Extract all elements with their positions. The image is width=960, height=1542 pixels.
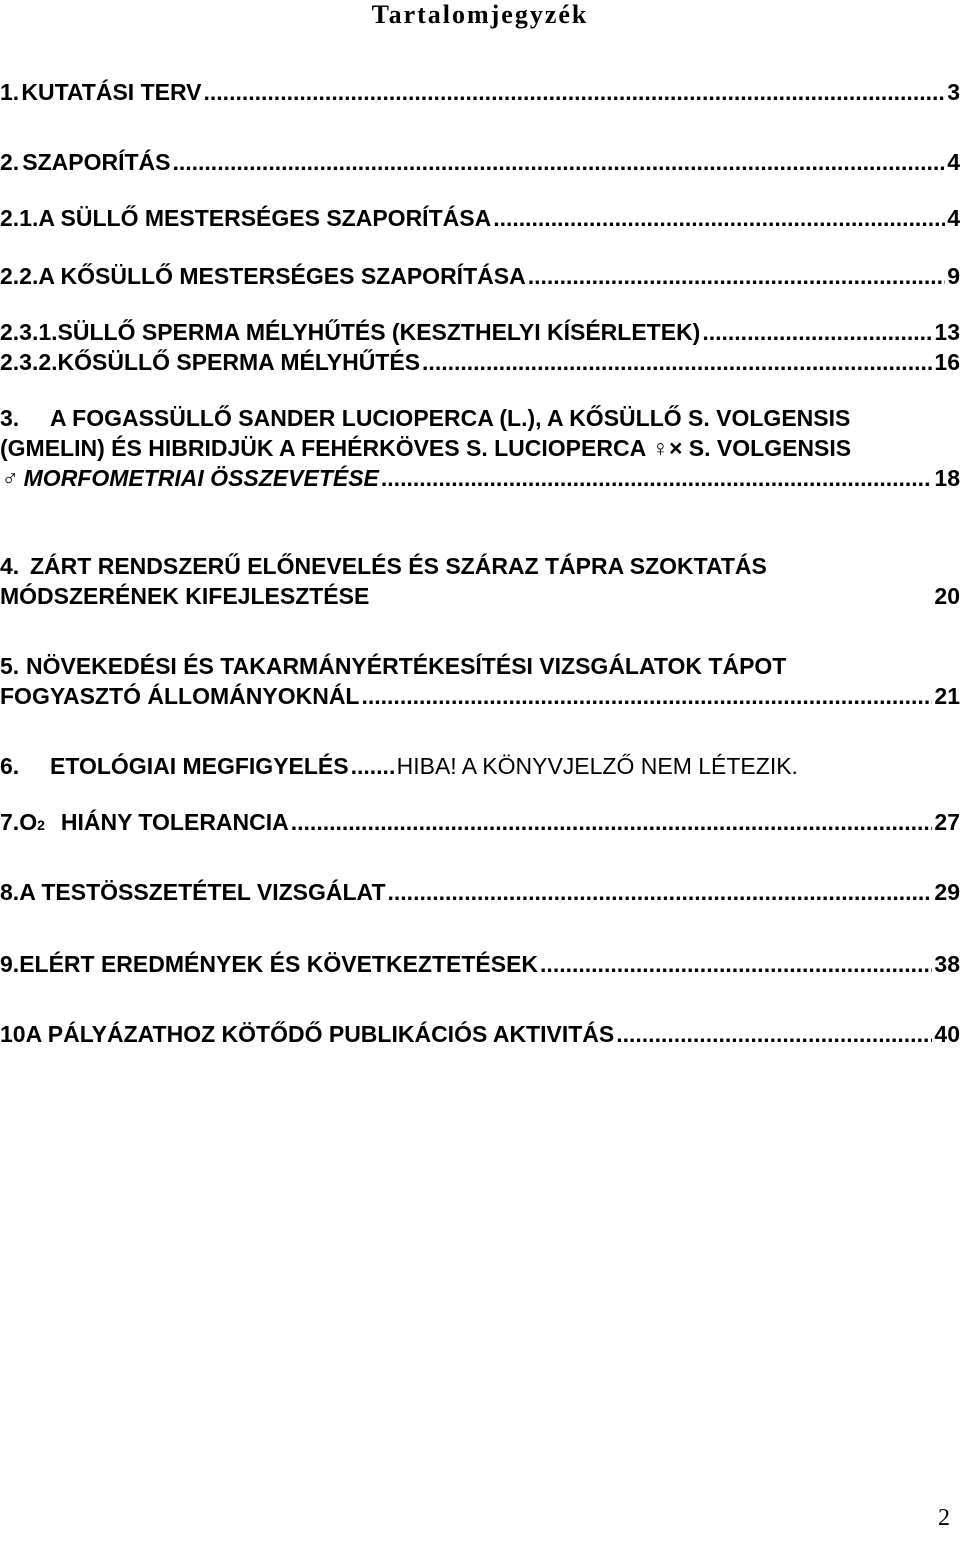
toc-leader — [361, 682, 932, 710]
toc-title: SÜLLŐ SPERMA MÉLYHŰTÉS (KESZTHELYI KÍSÉRLETEK) — [57, 319, 701, 345]
toc-title: A SÜLLŐ MESTERSÉGES SZAPORÍTÁSA — [38, 205, 492, 231]
toc-title-line3: ♂ MORFOMETRIAI ÖSSZEVETÉSE — [0, 465, 379, 491]
toc-entry[interactable] — [0, 148, 960, 176]
toc-page: 9 — [947, 263, 960, 289]
toc-number: 1. — [0, 79, 20, 105]
toc-number: 2. — [0, 149, 20, 175]
toc-title: KŐSÜLLŐ SPERMA MÉLYHŰTÉS — [57, 349, 421, 375]
toc-entry[interactable] — [0, 404, 960, 492]
toc-entry[interactable] — [0, 204, 960, 232]
toc-entry[interactable] — [0, 808, 960, 836]
toc-title: KUTATÁSI TERV — [21, 79, 202, 105]
toc-entry[interactable] — [0, 348, 960, 376]
toc-entry[interactable] — [0, 262, 960, 290]
toc-number: 5. — [0, 653, 20, 679]
toc-title: HIÁNY TOLERANCIA — [60, 809, 289, 835]
toc-number: 2.3.1. — [0, 319, 58, 345]
toc-title: ELÉRT EREDMÉNYEK ÉS KÖVETKEZTETÉSEK — [19, 951, 539, 977]
toc-title: A TESTÖSSZETÉTEL VIZSGÁLAT — [19, 879, 386, 905]
toc-title-subscript: 2 — [37, 817, 45, 833]
toc-number: 9. — [0, 951, 20, 977]
toc-entry[interactable] — [0, 652, 960, 710]
toc-entry[interactable] — [0, 1020, 960, 1048]
toc-entry[interactable] — [0, 752, 960, 780]
toc-page: 4 — [947, 205, 960, 231]
toc-number: 7. — [0, 809, 20, 835]
toc-title-line1: A FOGASSÜLLŐ SANDER LUCIOPERCA (L.), A KŐSÜLLŐ S. VOLGENSIS — [50, 405, 851, 431]
toc-leader — [702, 318, 932, 346]
toc-number: 2.2. — [0, 263, 39, 289]
toc-leader — [493, 204, 945, 232]
toc-title-line2: MÓDSZERÉNEK KIFEJLESZTÉSE — [0, 583, 370, 609]
toc-number: 10 — [0, 1021, 26, 1047]
toc-page: 4 — [947, 149, 960, 175]
toc-title: A KŐSÜLLŐ MESTERSÉGES SZAPORÍTÁSA — [38, 263, 526, 289]
toc-number: 8. — [0, 879, 20, 905]
toc-page-error: HIBA! A KÖNYVJELZŐ NEM LÉTEZIK. — [396, 753, 798, 779]
toc-page: 38 — [934, 951, 960, 977]
toc-page: 27 — [934, 809, 960, 835]
toc-leader — [351, 752, 395, 780]
toc-leader — [616, 1020, 932, 1048]
toc-entry[interactable] — [0, 950, 960, 978]
toc-number: 2.1. — [0, 205, 39, 231]
toc-leader — [422, 348, 932, 376]
toc-page: 20 — [934, 583, 960, 609]
toc-number: 3. — [0, 405, 20, 431]
page-title: Tartalomjegyzék — [371, 0, 589, 29]
toc-page: 18 — [934, 465, 960, 491]
toc-leader — [388, 878, 933, 906]
page-number: 2 — [938, 1505, 950, 1531]
toc-title-line1: ZÁRT RENDSZERŰ ELŐNEVELÉS ÉS SZÁRAZ TÁPRA SZOKTATÁS — [30, 553, 767, 579]
toc-title: SZAPORÍTÁS — [22, 149, 171, 175]
toc-number: 6. — [0, 753, 20, 779]
toc-leader — [381, 464, 933, 492]
toc-page: 16 — [934, 349, 960, 375]
toc-title: ETOLÓGIAI MEGFIGYELÉS — [50, 753, 349, 779]
toc-title-line1: NÖVEKEDÉSI ÉS TAKARMÁNYÉRTÉKESÍTÉSI VIZSGÁLATOK TÁPOT — [26, 653, 787, 679]
toc-leader — [172, 148, 945, 176]
toc-leader — [204, 78, 946, 106]
toc-title: A PÁLYÁZATHOZ KÖTŐDŐ PUBLIKÁCIÓS AKTIVITÁS — [25, 1021, 615, 1047]
toc-title-line2: FOGYASZTÓ ÁLLOMÁNYOKNÁL — [0, 683, 360, 709]
toc-title-o: O — [19, 809, 38, 835]
toc-leader — [540, 950, 932, 978]
toc-entry[interactable] — [0, 318, 960, 346]
toc-leader — [291, 808, 933, 836]
toc-entry[interactable] — [0, 78, 960, 106]
toc-number: 4. — [0, 553, 20, 579]
toc-number: 2.3.2. — [0, 349, 58, 375]
toc-entry[interactable] — [0, 878, 960, 906]
toc-page: 40 — [934, 1021, 960, 1047]
toc-page: 3 — [947, 79, 960, 105]
toc-page: 21 — [934, 683, 960, 709]
toc-page: 29 — [934, 879, 960, 905]
toc-leader — [528, 262, 946, 290]
toc-entry[interactable] — [0, 552, 960, 610]
toc-page: 13 — [934, 319, 960, 345]
toc-title-line2: (GMELIN) ÉS HIBRIDJÜK A FEHÉRKÖVES S. LUCIOPERCA ♀× S. VOLGENSIS — [0, 435, 852, 461]
